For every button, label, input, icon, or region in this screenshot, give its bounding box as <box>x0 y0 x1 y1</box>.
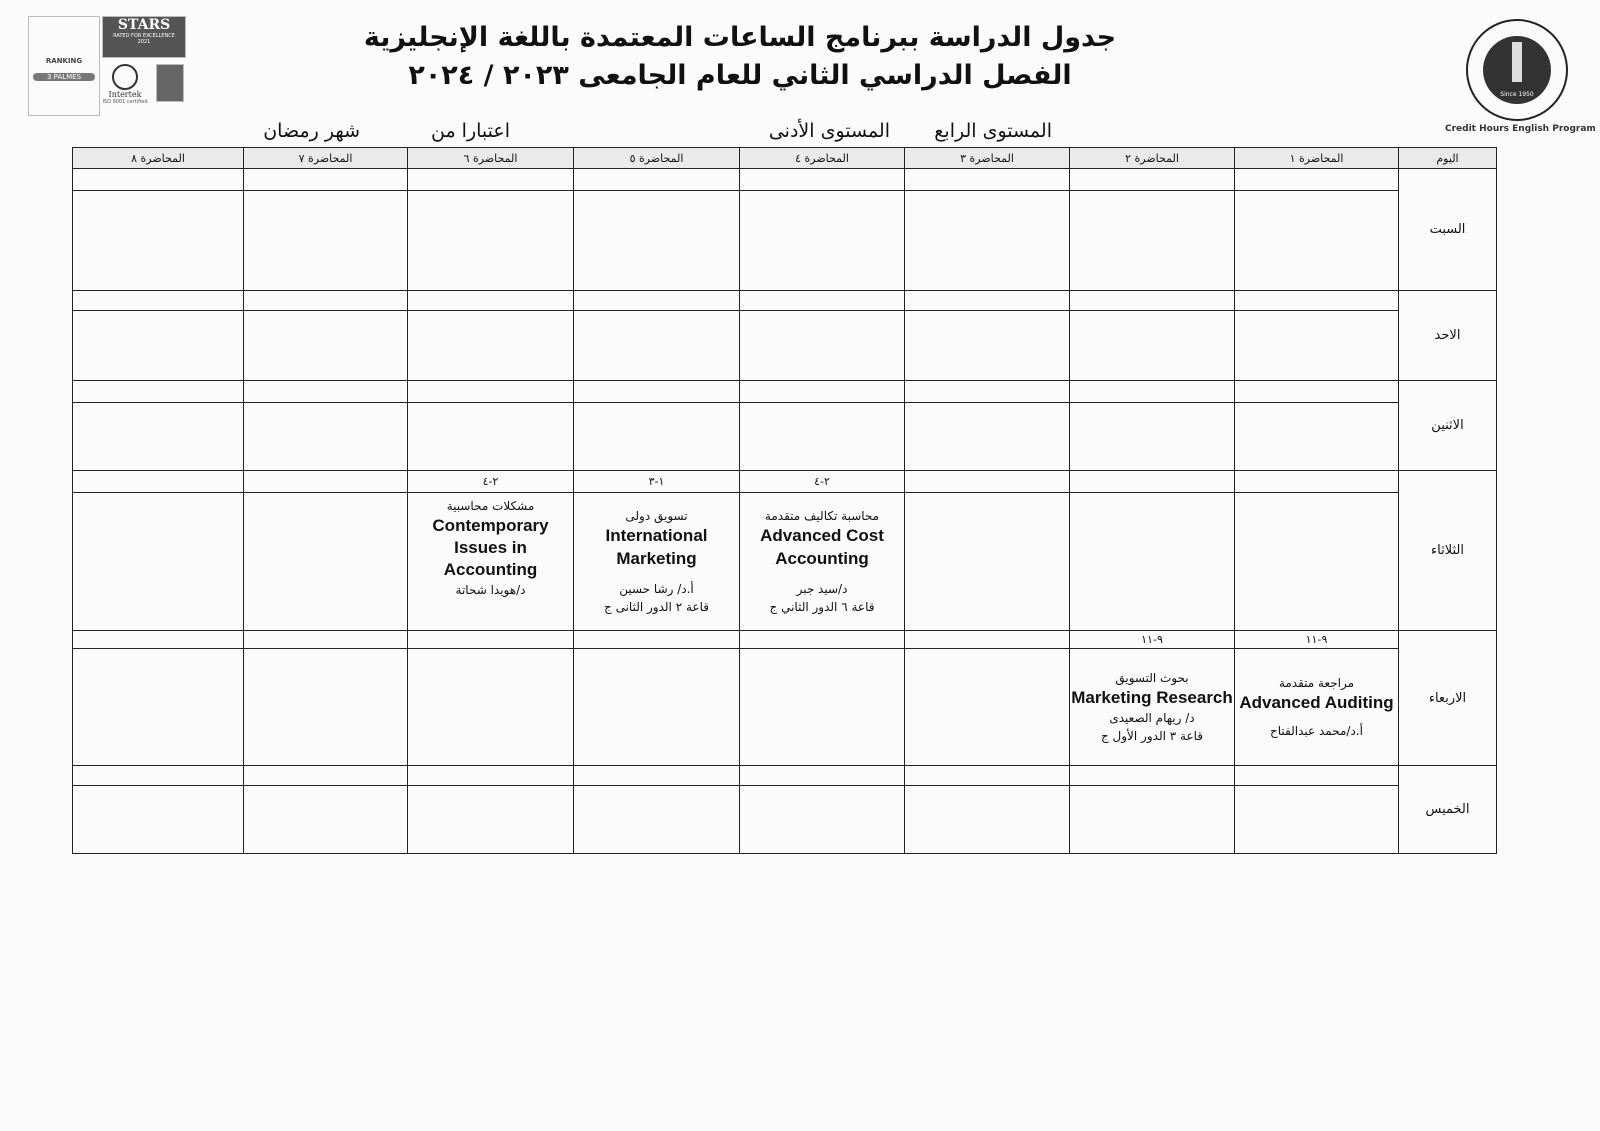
course-name-ar: بحوث التسويق <box>1115 670 1189 685</box>
course-name-en: Marketing Research <box>1071 687 1233 707</box>
globe-icon <box>112 64 138 90</box>
instructor: د/هويدا شحاتة <box>455 583 526 598</box>
time-slot: ٢-٤ <box>408 471 574 493</box>
course-name-en: Contemporary Issues in Accounting <box>432 516 549 580</box>
course-name-ar: مشكلات محاسبية <box>446 499 535 513</box>
effective-value: شهر رمضان <box>263 120 360 142</box>
time-row <box>73 471 1497 493</box>
ranking-text: RANKING <box>45 57 83 65</box>
stars-year: 2021 <box>137 39 151 45</box>
content-row <box>73 403 1497 471</box>
instructor: أ.د/ رشا حسين <box>619 581 694 596</box>
course-name-en: Advanced Cost Accounting <box>760 526 884 568</box>
semester-title: الفصل الدراسي الثاني للعام الجامعى ٢٠٢٣ / ٢٠٢٤ <box>408 60 1072 91</box>
content-row <box>73 649 1497 766</box>
content-row <box>73 311 1497 381</box>
document-title: جدول الدراسة ببرنامج الساعات المعتمدة باللغة الإنجليزية <box>363 22 1117 53</box>
time-row <box>73 766 1497 786</box>
content-row <box>73 191 1497 291</box>
stars-text: STARS <box>117 17 171 33</box>
lecture-header: المحاضرة ٣ <box>905 148 1070 169</box>
lecture-header: المحاضرة ٥ <box>574 148 740 169</box>
seal-since: Since 1950 <box>1500 91 1534 98</box>
level-sub: المستوى الأدنى <box>768 120 890 142</box>
course-advanced-auditing <box>1235 649 1399 766</box>
lecture-header: المحاضرة ٦ <box>408 148 574 169</box>
room: قاعة ٢ الدور الثانى ج <box>604 599 709 614</box>
day-saturday: السبت <box>1399 169 1497 291</box>
program-caption: Credit Hours English Program <box>1445 124 1596 134</box>
time-slot: ٩-١١ <box>1235 631 1399 649</box>
header-row <box>73 148 1497 169</box>
iso-text: ISO 9001 certified <box>102 99 148 105</box>
time-slot: ٩-١١ <box>1070 631 1235 649</box>
lecture-header: المحاضرة ٨ <box>73 148 244 169</box>
course-name-ar: مراجعة متقدمة <box>1278 675 1355 690</box>
lecture-header: المحاضرة ٧ <box>244 148 408 169</box>
course-name-en: Advanced Auditing <box>1239 692 1394 712</box>
ranking-logo <box>28 16 100 116</box>
course-name-en: International Marketing <box>605 526 708 568</box>
schedule-table <box>72 147 1497 854</box>
course-marketing-research <box>1070 649 1235 766</box>
day-tuesday: الثلاثاء <box>1399 471 1497 631</box>
day-wednesday: الاربعاء <box>1399 631 1497 766</box>
day-monday: الاثنين <box>1399 381 1497 471</box>
instructor: أ.د/محمد عبدالفتاح <box>1270 724 1363 739</box>
day-thursday: الخميس <box>1399 766 1497 854</box>
time-row <box>73 381 1497 403</box>
course-name-ar: محاسبة تكاليف متقدمة <box>764 509 880 524</box>
level-label: المستوى الرابع <box>934 120 1052 142</box>
time-row <box>73 631 1497 649</box>
time-slot: ١-٣ <box>574 471 740 493</box>
accreditation-logos <box>28 16 193 116</box>
day-header: اليوم <box>1399 148 1497 169</box>
lecture-header: المحاضرة ٤ <box>740 148 905 169</box>
intertek-logo <box>102 64 148 114</box>
room: قاعة ٣ الدور الأول ج <box>1100 729 1204 744</box>
palms-text: 3 PALMES <box>33 73 95 81</box>
time-row <box>73 291 1497 311</box>
day-sunday: الاحد <box>1399 291 1497 381</box>
instructor: د/ ريهام الصعيدى <box>1109 711 1195 726</box>
intertek-text: Intertek <box>108 90 142 99</box>
course-international-marketing <box>574 493 740 631</box>
time-slot: ٢-٤ <box>740 471 905 493</box>
course-name-ar: تسويق دولى <box>625 509 688 524</box>
room: قاعة ٦ الدور الثاني ج <box>769 599 875 614</box>
stars-logo <box>102 16 186 58</box>
content-row <box>73 786 1497 854</box>
course-contemporary-issues <box>408 493 574 631</box>
content-row <box>73 493 1497 631</box>
lecture-header: المحاضرة ١ <box>1235 148 1399 169</box>
faculty-seal <box>1462 18 1572 122</box>
ukas-logo <box>156 64 184 102</box>
stars-sub: RATED FOR EXCELLENCE <box>113 33 175 39</box>
instructor: د/سيد جبر <box>796 581 848 596</box>
lecture-header: المحاضرة ٢ <box>1070 148 1235 169</box>
course-advanced-cost-accounting <box>740 493 905 631</box>
effective-label: اعتبارا من <box>430 120 510 142</box>
time-row <box>73 169 1497 191</box>
